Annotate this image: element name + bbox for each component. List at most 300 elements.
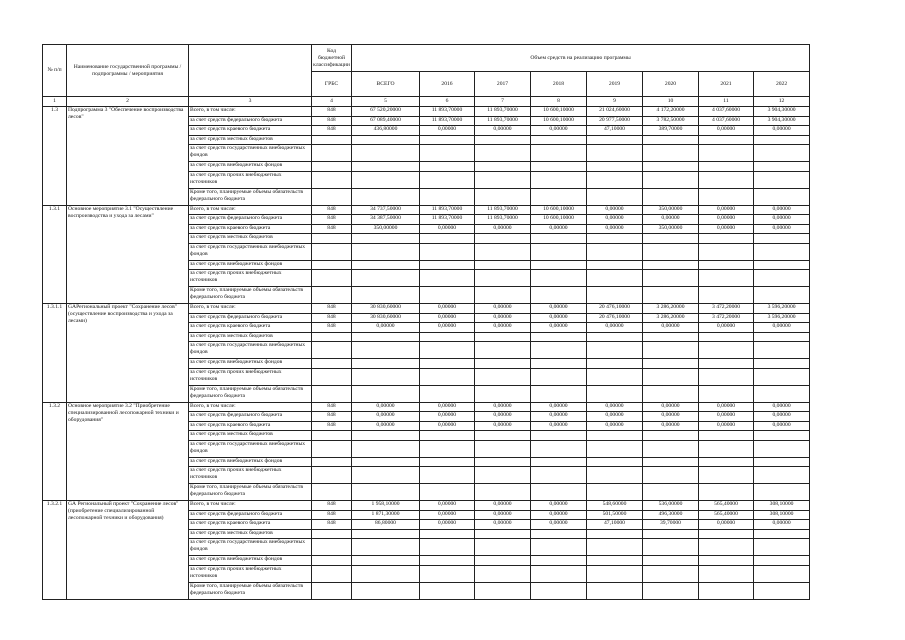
total-value: 0,00000 bbox=[352, 421, 420, 431]
year-value bbox=[475, 565, 531, 582]
year-value bbox=[643, 431, 699, 441]
grbs-code bbox=[312, 145, 352, 162]
year-value: 0,00000 bbox=[754, 224, 810, 234]
funding-source: за счет средств государственных внебюджетных фондов bbox=[189, 145, 312, 162]
grbs-code bbox=[312, 457, 352, 467]
column-number: 2 bbox=[67, 97, 189, 107]
year-value: 0,00000 bbox=[475, 304, 531, 314]
funding-source: за счет средств государственных внебюджетных фондов bbox=[189, 342, 312, 359]
grbs-code: 848 bbox=[312, 501, 352, 511]
year-value bbox=[643, 234, 699, 244]
total-value bbox=[352, 467, 420, 484]
year-value bbox=[643, 385, 699, 402]
table-header bbox=[43, 45, 810, 107]
year-value: 0,00000 bbox=[699, 421, 754, 431]
year-value: 3 472,20000 bbox=[699, 313, 754, 323]
header-num: № п/п bbox=[43, 45, 67, 97]
funding-source: за счет средств внебюджетных фондов bbox=[189, 359, 312, 369]
year-value bbox=[531, 234, 587, 244]
total-value: 1 871,30000 bbox=[352, 510, 420, 520]
year-value bbox=[420, 565, 475, 582]
year-value: 0,00000 bbox=[531, 402, 587, 412]
funding-source: Кроме того, планируемые объемы обязательств федерального бюджета bbox=[189, 484, 312, 501]
grbs-code bbox=[312, 260, 352, 270]
year-value bbox=[475, 342, 531, 359]
year-value bbox=[531, 539, 587, 556]
year-value bbox=[587, 484, 643, 501]
funding-source: за счет средств федерального бюджета bbox=[189, 510, 312, 520]
year-value bbox=[420, 342, 475, 359]
year-value: 0,00000 bbox=[699, 205, 754, 215]
year-value bbox=[754, 287, 810, 304]
year-value: 350,00000 bbox=[643, 205, 699, 215]
year-value bbox=[531, 385, 587, 402]
total-value bbox=[352, 385, 420, 402]
funding-source: за счет средств прочих внебюджетных источников bbox=[189, 270, 312, 287]
year-value bbox=[754, 188, 810, 205]
year-value bbox=[699, 145, 754, 162]
funding-source: Кроме того, планируемые объемы обязательств федерального бюджета bbox=[189, 582, 312, 599]
table-row bbox=[43, 304, 810, 314]
row-title: GАРегиональный проект "Сохранение лесов" (осуществление воспроизводства и ухода за лесами) bbox=[67, 304, 189, 403]
year-value: 3 596,20000 bbox=[754, 304, 810, 314]
header-total: ВСЕГО bbox=[352, 72, 420, 97]
header-name: Наименование государственной программы / подпрограммы / мероприятия bbox=[67, 45, 189, 97]
total-value bbox=[352, 342, 420, 359]
year-value bbox=[420, 260, 475, 270]
year-value: 10 600,10000 bbox=[531, 116, 587, 126]
year-value bbox=[531, 145, 587, 162]
year-value bbox=[699, 385, 754, 402]
column-number: 8 bbox=[531, 97, 587, 107]
column-number: 3 bbox=[189, 97, 312, 107]
year-value: 0,00000 bbox=[699, 224, 754, 234]
total-value: 34 387,50000 bbox=[352, 215, 420, 225]
year-value bbox=[420, 171, 475, 188]
year-value bbox=[420, 457, 475, 467]
year-value bbox=[643, 556, 699, 566]
year-value bbox=[475, 431, 531, 441]
funding-source: Всего, в том числе: bbox=[189, 501, 312, 511]
year-value bbox=[754, 162, 810, 172]
funding-source: за счет средств федерального бюджета bbox=[189, 116, 312, 126]
year-value bbox=[475, 385, 531, 402]
year-value bbox=[754, 431, 810, 441]
year-value bbox=[699, 565, 754, 582]
table-row bbox=[43, 107, 810, 117]
grbs-code bbox=[312, 431, 352, 441]
funding-source: Всего, в том числе: bbox=[189, 304, 312, 314]
header-year: 2018 bbox=[531, 72, 587, 97]
total-value: 67 520,20000 bbox=[352, 107, 420, 117]
funding-source: Кроме того, планируемые объемы обязательств федерального бюджета bbox=[189, 188, 312, 205]
total-value bbox=[352, 539, 420, 556]
year-value: 0,00000 bbox=[643, 323, 699, 333]
year-value bbox=[420, 484, 475, 501]
year-value bbox=[699, 260, 754, 270]
year-value bbox=[587, 539, 643, 556]
year-value: 548,60000 bbox=[587, 501, 643, 511]
row-number: 1.3.1 bbox=[43, 205, 67, 304]
year-value bbox=[587, 431, 643, 441]
year-value bbox=[643, 171, 699, 188]
header-volume: Объем средств на реализацию программы bbox=[352, 45, 810, 72]
year-value: 0,00000 bbox=[754, 215, 810, 225]
total-value: 34 737,50000 bbox=[352, 205, 420, 215]
year-value bbox=[475, 556, 531, 566]
funding-source: за счет средств краевого бюджета bbox=[189, 520, 312, 530]
year-value bbox=[754, 385, 810, 402]
year-value bbox=[475, 234, 531, 244]
year-value bbox=[699, 529, 754, 539]
year-value bbox=[643, 287, 699, 304]
year-value bbox=[420, 332, 475, 342]
year-value: 11 893,70000 bbox=[420, 116, 475, 126]
total-value: 350,00000 bbox=[352, 224, 420, 234]
year-value bbox=[754, 243, 810, 260]
header-code: Код бюджетной классификации bbox=[312, 45, 352, 72]
year-value: 11 893,70000 bbox=[420, 205, 475, 215]
year-value bbox=[531, 457, 587, 467]
year-value: 0,00000 bbox=[754, 402, 810, 412]
grbs-code bbox=[312, 270, 352, 287]
grbs-code bbox=[312, 484, 352, 501]
grbs-code: 848 bbox=[312, 412, 352, 422]
year-value bbox=[587, 582, 643, 599]
year-value: 0,00000 bbox=[420, 421, 475, 431]
year-value: 0,00000 bbox=[754, 323, 810, 333]
year-value bbox=[420, 162, 475, 172]
year-value bbox=[420, 270, 475, 287]
year-value: 0,00000 bbox=[420, 224, 475, 234]
year-value: 0,00000 bbox=[531, 421, 587, 431]
year-value bbox=[420, 287, 475, 304]
year-value: 3 472,20000 bbox=[699, 304, 754, 314]
year-value: 39,70000 bbox=[643, 520, 699, 530]
year-value: 0,00000 bbox=[587, 205, 643, 215]
year-value: 501,50000 bbox=[587, 510, 643, 520]
year-value: 565,40000 bbox=[699, 510, 754, 520]
year-value bbox=[531, 565, 587, 582]
grbs-code bbox=[312, 234, 352, 244]
year-value bbox=[420, 234, 475, 244]
header-year: 2017 bbox=[475, 72, 531, 97]
column-number: 12 bbox=[754, 97, 810, 107]
year-value bbox=[475, 368, 531, 385]
funding-source: Всего, в том числе: bbox=[189, 205, 312, 215]
year-value: 496,30000 bbox=[643, 510, 699, 520]
year-value bbox=[475, 171, 531, 188]
year-value bbox=[643, 529, 699, 539]
year-value: 0,00000 bbox=[531, 501, 587, 511]
header-year: 2019 bbox=[587, 72, 643, 97]
year-value bbox=[587, 287, 643, 304]
year-value bbox=[754, 368, 810, 385]
year-value bbox=[531, 162, 587, 172]
grbs-code bbox=[312, 287, 352, 304]
year-value bbox=[699, 467, 754, 484]
row-number: 1.3.1.1 bbox=[43, 304, 67, 403]
row-title: Основное мероприятие 3.2 "Приобретение специализированной лесопожарной техники и оборудования" bbox=[67, 402, 189, 501]
table-body bbox=[43, 107, 810, 600]
year-value bbox=[531, 270, 587, 287]
year-value bbox=[754, 484, 810, 501]
column-number-row bbox=[43, 97, 810, 107]
year-value bbox=[475, 332, 531, 342]
year-value bbox=[643, 467, 699, 484]
year-value bbox=[754, 135, 810, 145]
year-value bbox=[699, 440, 754, 457]
year-value: 0,00000 bbox=[699, 520, 754, 530]
year-value: 47,10000 bbox=[587, 126, 643, 136]
year-value bbox=[420, 529, 475, 539]
year-value: 350,00000 bbox=[643, 224, 699, 234]
year-value: 4 037,60000 bbox=[699, 107, 754, 117]
year-value bbox=[587, 234, 643, 244]
header-year: 2021 bbox=[699, 72, 754, 97]
year-value: 0,00000 bbox=[531, 304, 587, 314]
funding-source: за счет средств местных бюджетов bbox=[189, 332, 312, 342]
total-value bbox=[352, 234, 420, 244]
year-value: 308,10000 bbox=[754, 510, 810, 520]
total-value: 0,00000 bbox=[352, 323, 420, 333]
funding-source: за счет средств внебюджетных фондов bbox=[189, 260, 312, 270]
year-value: 0,00000 bbox=[643, 215, 699, 225]
grbs-code bbox=[312, 171, 352, 188]
year-value bbox=[475, 467, 531, 484]
funding-source: за счет средств федерального бюджета bbox=[189, 215, 312, 225]
total-value bbox=[352, 188, 420, 205]
year-value bbox=[643, 565, 699, 582]
total-value bbox=[352, 368, 420, 385]
total-value bbox=[352, 484, 420, 501]
year-value: 0,00000 bbox=[475, 402, 531, 412]
year-value bbox=[754, 529, 810, 539]
year-value bbox=[531, 332, 587, 342]
total-value bbox=[352, 565, 420, 582]
year-value bbox=[587, 135, 643, 145]
year-value bbox=[754, 342, 810, 359]
year-value: 11 893,70000 bbox=[420, 215, 475, 225]
funding-source: за счет средств государственных внебюджетных фондов bbox=[189, 243, 312, 260]
year-value: 0,00000 bbox=[699, 402, 754, 412]
grbs-code: 848 bbox=[312, 304, 352, 314]
funding-source: за счет средств государственных внебюджетных фондов bbox=[189, 440, 312, 457]
grbs-code bbox=[312, 135, 352, 145]
total-value: 1 958,10000 bbox=[352, 501, 420, 511]
year-value: 11 893,70000 bbox=[420, 107, 475, 117]
grbs-code: 848 bbox=[312, 421, 352, 431]
funding-source: за счет средств местных бюджетов bbox=[189, 431, 312, 441]
year-value bbox=[587, 270, 643, 287]
year-value: 0,00000 bbox=[587, 323, 643, 333]
year-value bbox=[699, 368, 754, 385]
funding-source: за счет средств внебюджетных фондов bbox=[189, 162, 312, 172]
year-value bbox=[475, 484, 531, 501]
year-value bbox=[643, 342, 699, 359]
funding-source: за счет средств местных бюджетов bbox=[189, 135, 312, 145]
year-value bbox=[531, 243, 587, 260]
year-value: 0,00000 bbox=[420, 501, 475, 511]
year-value bbox=[699, 539, 754, 556]
year-value: 0,00000 bbox=[643, 402, 699, 412]
year-value bbox=[699, 188, 754, 205]
grbs-code: 848 bbox=[312, 313, 352, 323]
total-value: 86,80000 bbox=[352, 520, 420, 530]
year-value bbox=[420, 385, 475, 402]
year-value bbox=[699, 556, 754, 566]
year-value: 0,00000 bbox=[475, 501, 531, 511]
year-value: 11 893,70000 bbox=[475, 215, 531, 225]
year-value bbox=[754, 467, 810, 484]
funding-source: за счет средств прочих внебюджетных источников bbox=[189, 467, 312, 484]
year-value: 10 600,10000 bbox=[531, 205, 587, 215]
total-value bbox=[352, 162, 420, 172]
year-value: 3 286,20000 bbox=[643, 313, 699, 323]
year-value bbox=[587, 342, 643, 359]
year-value bbox=[754, 440, 810, 457]
year-value bbox=[643, 368, 699, 385]
year-value bbox=[420, 368, 475, 385]
year-value bbox=[531, 171, 587, 188]
column-number: 9 bbox=[587, 97, 643, 107]
total-value bbox=[352, 135, 420, 145]
total-value: 67 089,40000 bbox=[352, 116, 420, 126]
funding-source: за счет средств внебюджетных фондов bbox=[189, 457, 312, 467]
year-value bbox=[754, 332, 810, 342]
year-value: 0,00000 bbox=[699, 126, 754, 136]
year-value: 20 476,10000 bbox=[587, 304, 643, 314]
row-number: 1.3 bbox=[43, 107, 67, 206]
year-value bbox=[699, 171, 754, 188]
total-value bbox=[352, 270, 420, 287]
year-value: 0,00000 bbox=[475, 224, 531, 234]
year-value: 0,00000 bbox=[643, 421, 699, 431]
year-value bbox=[475, 539, 531, 556]
grbs-code bbox=[312, 556, 352, 566]
year-value bbox=[420, 556, 475, 566]
grbs-code: 848 bbox=[312, 323, 352, 333]
grbs-code: 848 bbox=[312, 116, 352, 126]
year-value bbox=[475, 529, 531, 539]
year-value: 536,00000 bbox=[643, 501, 699, 511]
grbs-code bbox=[312, 342, 352, 359]
year-value bbox=[699, 431, 754, 441]
total-value: 0,00000 bbox=[352, 412, 420, 422]
row-title: GА Региональный проект "Сохранение лесов" (приобретение специализированной лесопожарной техники и оборудования) bbox=[67, 501, 189, 600]
year-value bbox=[587, 171, 643, 188]
header-grbs: ГРБС bbox=[312, 72, 352, 97]
year-value bbox=[699, 342, 754, 359]
year-value: 20 476,10000 bbox=[587, 313, 643, 323]
year-value bbox=[587, 359, 643, 369]
grbs-code: 848 bbox=[312, 520, 352, 530]
year-value: 0,00000 bbox=[754, 412, 810, 422]
year-value: 0,00000 bbox=[587, 421, 643, 431]
year-value: 0,00000 bbox=[587, 412, 643, 422]
grbs-code: 848 bbox=[312, 126, 352, 136]
year-value bbox=[643, 440, 699, 457]
year-value bbox=[754, 457, 810, 467]
total-value bbox=[352, 145, 420, 162]
year-value: 0,00000 bbox=[531, 412, 587, 422]
year-value bbox=[754, 582, 810, 599]
year-value bbox=[531, 260, 587, 270]
year-value bbox=[699, 234, 754, 244]
year-value bbox=[587, 529, 643, 539]
year-value: 0,00000 bbox=[420, 510, 475, 520]
year-value: 0,00000 bbox=[531, 313, 587, 323]
year-value: 0,00000 bbox=[754, 421, 810, 431]
total-value bbox=[352, 287, 420, 304]
year-value bbox=[587, 457, 643, 467]
row-title: Основное мероприятие 3.1 "Осуществление воспроизводства и ухода за лесами" bbox=[67, 205, 189, 304]
year-value bbox=[420, 135, 475, 145]
total-value bbox=[352, 529, 420, 539]
grbs-code bbox=[312, 162, 352, 172]
year-value bbox=[754, 260, 810, 270]
year-value bbox=[587, 368, 643, 385]
year-value bbox=[754, 234, 810, 244]
total-value bbox=[352, 431, 420, 441]
year-value: 0,00000 bbox=[420, 323, 475, 333]
year-value bbox=[643, 332, 699, 342]
year-value bbox=[643, 270, 699, 287]
year-value: 3 904,30000 bbox=[754, 107, 810, 117]
funding-source: за счет средств федерального бюджета bbox=[189, 412, 312, 422]
column-number: 10 bbox=[643, 97, 699, 107]
year-value bbox=[643, 145, 699, 162]
total-value: 30 830,60000 bbox=[352, 304, 420, 314]
year-value: 0,00000 bbox=[475, 421, 531, 431]
year-value: 0,00000 bbox=[587, 224, 643, 234]
funding-source: за счет средств прочих внебюджетных источников bbox=[189, 565, 312, 582]
year-value: 0,00000 bbox=[475, 412, 531, 422]
funding-source: за счет средств краевого бюджета bbox=[189, 421, 312, 431]
year-value: 0,00000 bbox=[754, 205, 810, 215]
year-value bbox=[643, 457, 699, 467]
grbs-code bbox=[312, 243, 352, 260]
year-value bbox=[531, 359, 587, 369]
year-value bbox=[475, 135, 531, 145]
column-number: 5 bbox=[352, 97, 420, 107]
funding-source: за счет средств внебюджетных фондов bbox=[189, 556, 312, 566]
year-value bbox=[699, 243, 754, 260]
year-value bbox=[699, 135, 754, 145]
year-value bbox=[754, 171, 810, 188]
year-value bbox=[699, 332, 754, 342]
funding-source: Кроме того, планируемые объемы обязательств федерального бюджета bbox=[189, 287, 312, 304]
grbs-code bbox=[312, 529, 352, 539]
grbs-code bbox=[312, 582, 352, 599]
total-value bbox=[352, 582, 420, 599]
funding-source: за счет средств государственных внебюджетных фондов bbox=[189, 539, 312, 556]
year-value bbox=[531, 440, 587, 457]
year-value bbox=[643, 582, 699, 599]
year-value bbox=[475, 243, 531, 260]
year-value: 0,00000 bbox=[531, 510, 587, 520]
year-value: 4 037,60000 bbox=[699, 116, 754, 126]
year-value: 0,00000 bbox=[699, 412, 754, 422]
total-value: 30 830,60000 bbox=[352, 313, 420, 323]
funding-source: Всего, в том числе: bbox=[189, 402, 312, 412]
funding-source: Кроме того, планируемые объемы обязательств федерального бюджета bbox=[189, 385, 312, 402]
year-value: 0,00000 bbox=[587, 402, 643, 412]
year-value: 0,00000 bbox=[475, 313, 531, 323]
year-value bbox=[754, 359, 810, 369]
grbs-code bbox=[312, 368, 352, 385]
grbs-code bbox=[312, 565, 352, 582]
